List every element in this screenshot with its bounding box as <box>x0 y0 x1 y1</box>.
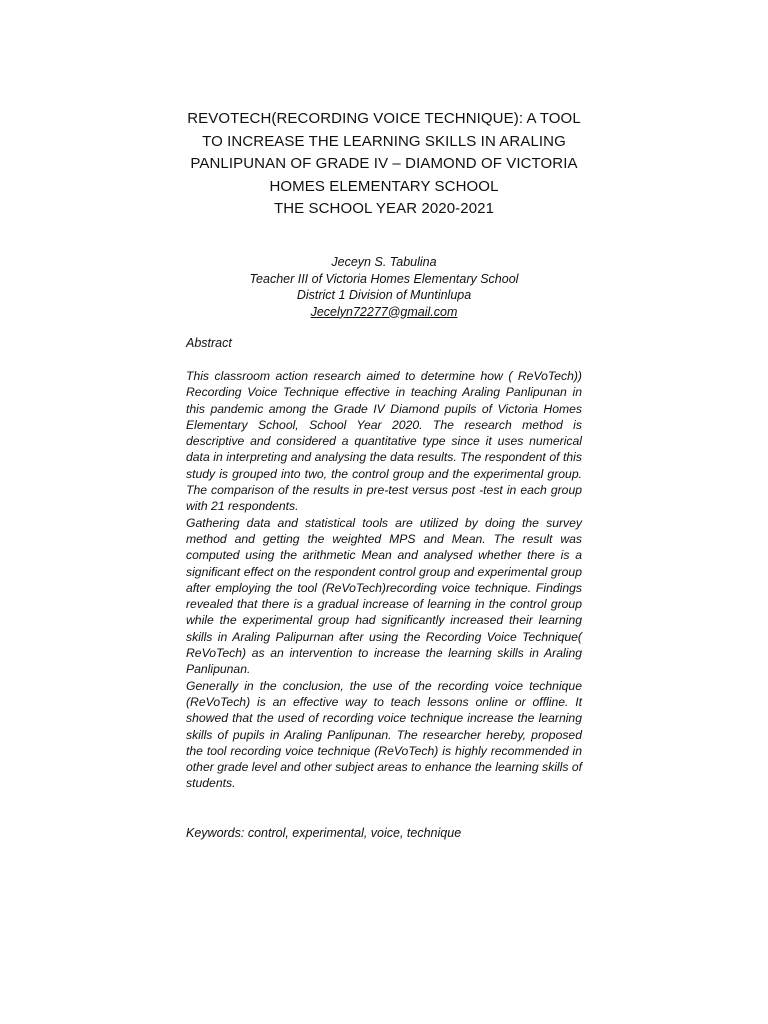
title-line: REVOTECH(RECORDING VOICE TECHNIQUE): A TOOL <box>187 110 581 127</box>
abstract-body <box>186 368 582 792</box>
author-district: District 1 Division of Muntinlupa <box>296 288 472 302</box>
keywords: Keywords: control, experimental, voice, technique <box>186 826 462 840</box>
author-position: Teacher III of Victoria Homes Elementary School <box>249 271 519 286</box>
author-name: Jeceyn S. Tabulina <box>331 255 437 269</box>
author-info <box>184 254 584 320</box>
abstract-paragraph: Generally in the conclusion, the use of the recording voice technique (ReVoTech) is an effective way to teach lessons online or offline. It showed that the used of recording voice technique increase the learning skills of pupils in Araling Panlipunan. The researcher hereby, proposed the tool recording voice technique (ReVoTech) is highly recommended in other grade level and other subject areas to enhance the learning skills of students. <box>186 678 582 791</box>
abstract-paragraph: Gathering data and statistical tools are utilized by doing the survey method and getting the weighted MPS and Mean. The result was computed using the arithmetic Mean and analysed whether there is a significant effect on the respondent control group and experimental group after employing the tool (ReVoTech)recording voice technique. Findings revealed that there is a gradual increase of learning in the control group while the experimental group had significantly increased their learning skills in Araling Palipurnan after using the Recording Voice Technique( ReVoTech) as an intervention to increase the learning skills in Araling Panlipunan. <box>186 515 582 677</box>
title-line: TO INCREASE THE LEARNING SKILLS IN ARALING <box>202 132 566 150</box>
author-email-link[interactable]: Jecelyn72277@gmail.com <box>310 304 458 319</box>
abstract-paragraph: This classroom action research aimed to determine how ( ReVoTech)) Recording Voice Technique effective in teaching Araling Panlipunan in this pandemic among the Grade IV Diamond pupils of Victoria Homes Elementary School, School Year 2020. The research method is descriptive and considered a quantitative type since it uses numerical data in interpreting and analysing the data results. The respondent of this study is grouped into two, the control group and the experimental group. The comparison of the results in pre-test versus post -test in each group with 21 respondents. <box>186 369 582 514</box>
paper-title <box>160 108 608 221</box>
title-line: PANLIPUNAN OF GRADE IV – DIAMOND OF VICTORIA <box>190 155 578 172</box>
title-line: HOMES ELEMENTARY SCHOOL <box>269 177 499 195</box>
abstract-heading: Abstract <box>186 336 232 350</box>
title-line: THE SCHOOL YEAR 2020-2021 <box>273 200 495 217</box>
